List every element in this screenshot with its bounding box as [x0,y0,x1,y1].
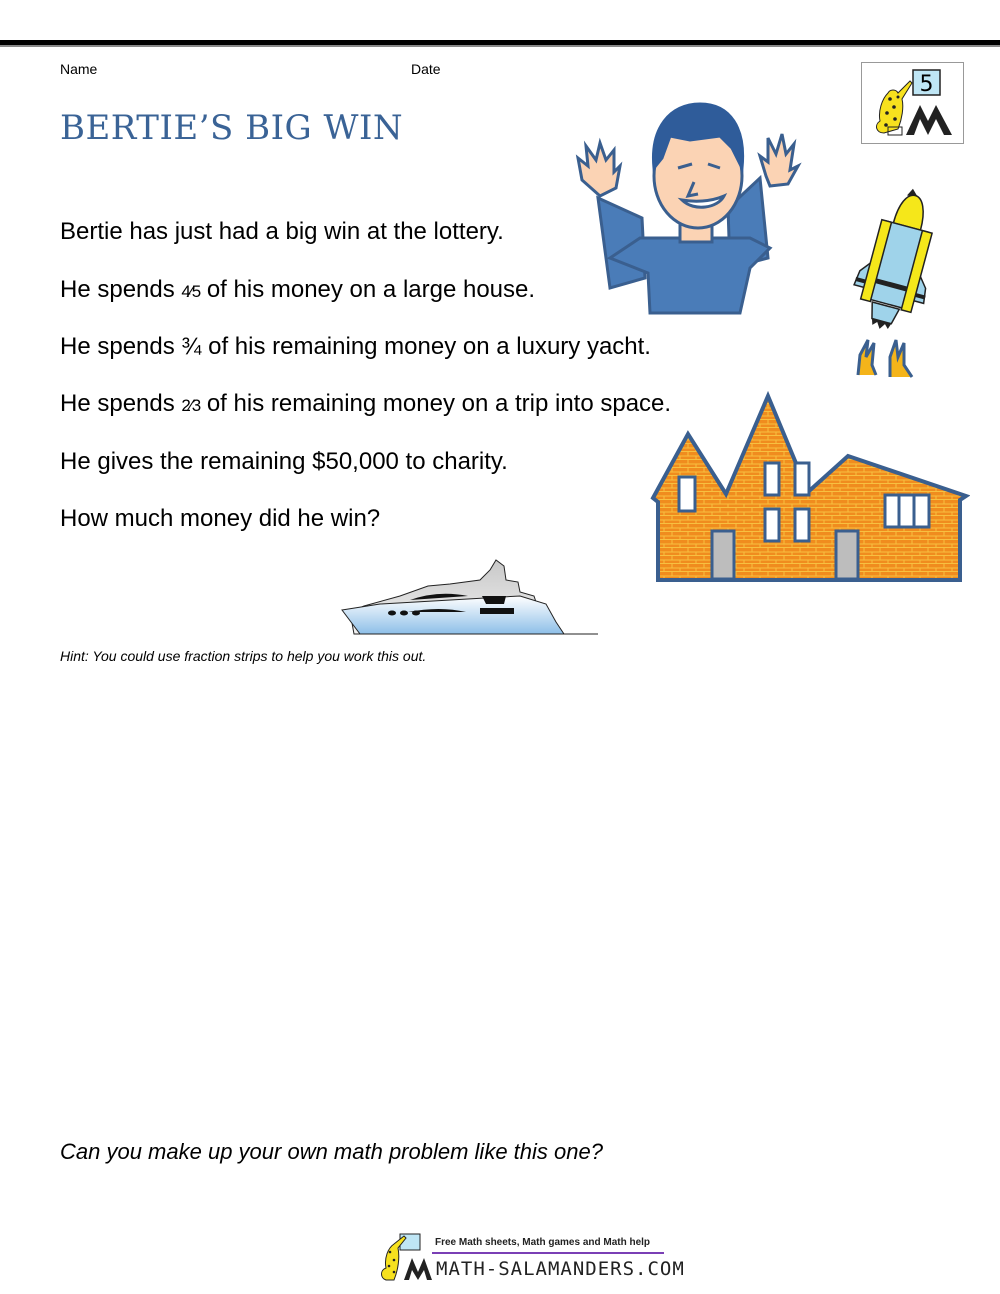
problem-line-3-after: of his remaining money on a luxury yacht. [201,333,651,360]
hint-text: Hint: You could use fraction strips to help you work this out. [60,648,427,664]
fraction-two-thirds: 2⁄3 [181,396,201,415]
yacht-icon [340,556,602,638]
page-title: BERTIE’S BIG WIN [60,108,404,148]
footer-tagline: Free Math sheets, Math games and Math help [435,1237,651,1248]
problem-line-4-after: of his remaining money on a trip into space. [200,390,672,417]
footer-divider [432,1252,664,1254]
problem-line-2-before: He spends [60,276,182,303]
bertie-illustration-icon [570,88,810,318]
footer-site-name: MATH-SALAMANDERS.COM [436,1258,685,1280]
name-label: Name [60,61,98,77]
problem-line-3 [60,333,651,361]
rocket-icon [840,185,950,380]
challenge-text: Can you make up your own math problem like this one? [60,1139,603,1164]
problem-line-2 [60,276,535,304]
top-rule-thin [0,45,1000,47]
problem-line-5: He gives the remaining $50,000 to charity. [60,448,508,475]
problem-line-2-after: of his money on a large house. [200,276,536,303]
fraction-three-quarters: ¾ [181,333,202,360]
problem-line-4-before: He spends [60,390,182,417]
problem-line-3-before: He spends [60,333,182,360]
fraction-four-fifths: 4⁄5 [181,282,201,301]
problem-line-6: How much money did he win? [60,505,381,532]
date-label: Date [411,61,441,77]
problem-line-1: Bertie has just had a big win at the lottery. [60,218,504,245]
house-icon [648,388,970,583]
problem-line-4 [60,390,671,418]
salamander-grade-icon [862,63,963,143]
grade-logo [861,62,964,144]
grade-number: 5 [919,72,934,97]
